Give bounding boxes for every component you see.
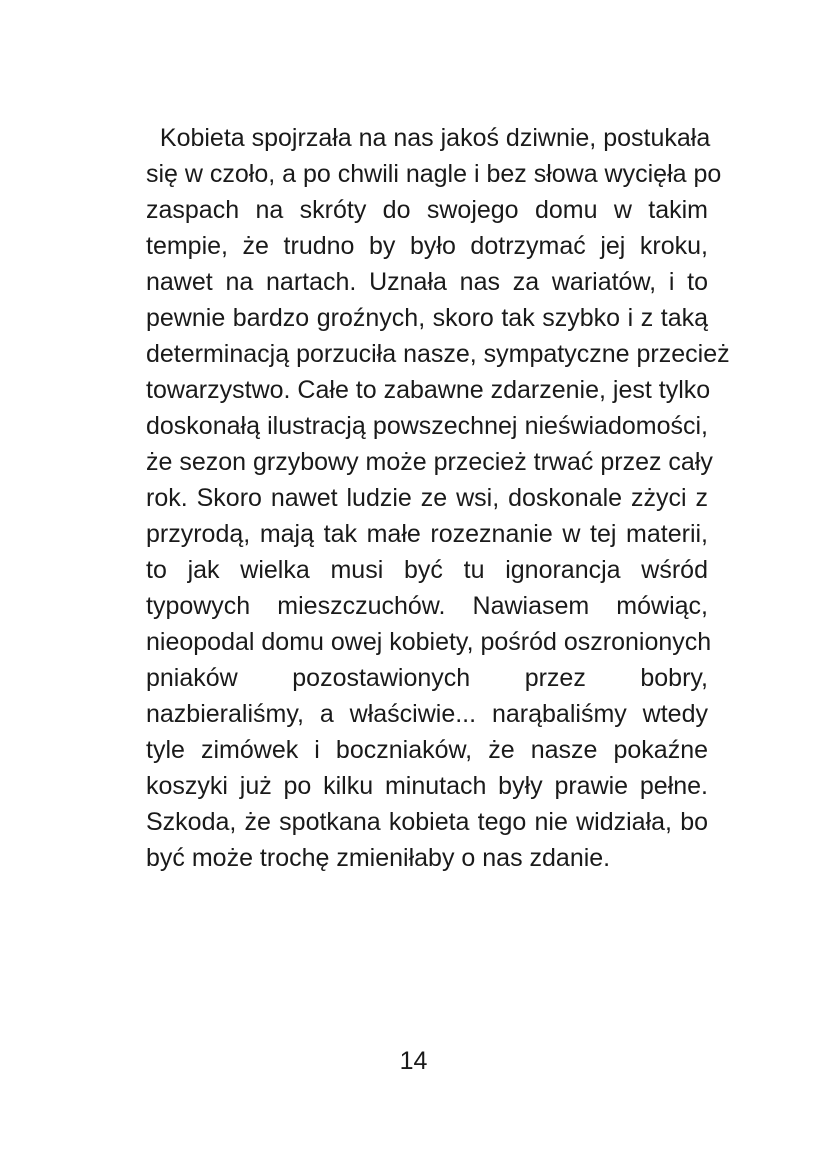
text-line: nawet na nartach. Uznała nas za wariatów, i to — [146, 268, 708, 296]
text-line: pewnie bardzo groźnych, skoro tak szybko i z taką — [146, 304, 708, 332]
text-line: to jak wielka musi być tu ignorancja wśród — [146, 556, 708, 584]
text-line: być może trochę zmieniłaby o nas zdanie. — [146, 844, 611, 872]
text-line: nieopodal domu owej kobiety, pośród oszronionych — [146, 628, 712, 656]
text-line: zaspach na skróty do swojego domu w takim — [146, 196, 708, 224]
text-line: tyle zimówek i boczniaków, że nasze pokaźne — [146, 736, 708, 764]
text-line: pniaków pozostawionych przez bobry, — [146, 664, 708, 692]
text-line: typowych mieszczuchów. Nawiasem mówiąc, — [146, 592, 708, 620]
text-line: rok. Skoro nawet ludzie ze wsi, doskonale zżyci z — [146, 484, 708, 512]
text-line: że sezon grzybowy może przecież trwać przez cały — [146, 448, 713, 476]
text-line: Szkoda, że spotkana kobieta tego nie widziała, bo — [146, 808, 708, 836]
text-line: determinacją porzuciła nasze, sympatyczne przecież — [146, 340, 730, 368]
text-line: przyrodą, mają tak małe rozeznanie w tej materii, — [146, 520, 708, 548]
text-line: nazbieraliśmy, a właściwie... narąbaliśmy wtedy — [146, 700, 708, 728]
text-line: koszyki już po kilku minutach były prawie pełne. — [146, 772, 708, 800]
text-line: towarzystwo. Całe to zabawne zdarzenie, jest tylko — [146, 376, 711, 404]
body-paragraph — [146, 120, 730, 876]
text-line: doskonałą ilustracją powszechnej nieświadomości, — [146, 412, 708, 440]
page-number: 14 — [399, 1047, 428, 1075]
text-line: tempie, że trudno by było dotrzymać jej kroku, — [146, 232, 708, 260]
text-line: się w czoło, a po chwili nagle i bez słowa wycięła po — [146, 160, 722, 188]
text-line: Kobieta spojrzała na nas jakoś dziwnie, postukała — [146, 124, 711, 152]
